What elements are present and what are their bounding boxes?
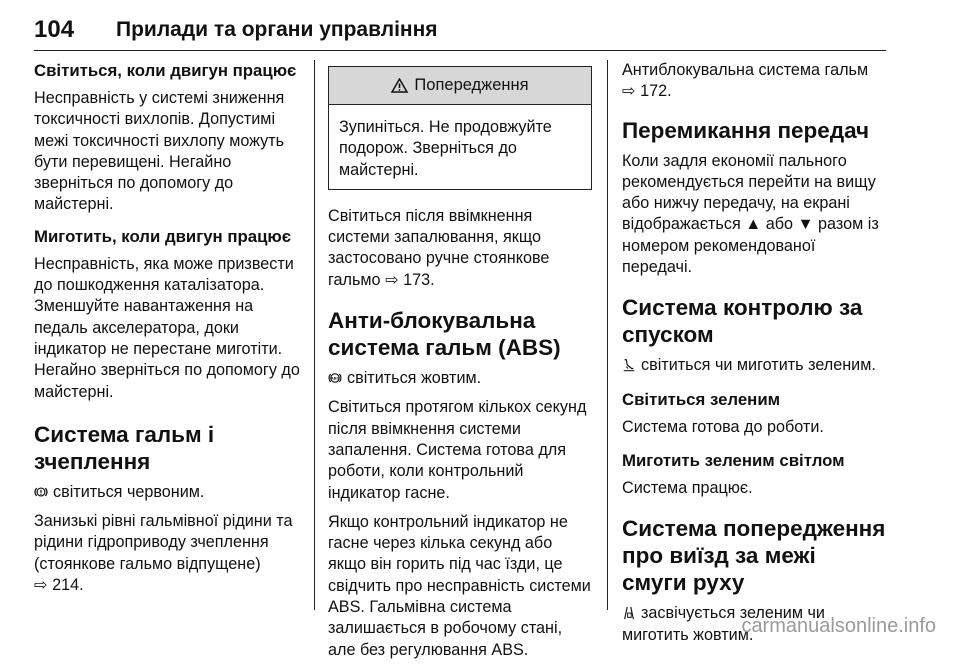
warning-box (328, 66, 592, 190)
warning-body (329, 105, 591, 189)
heading-abs: Анти-блокувальна система гальм (ABS) (328, 308, 561, 361)
paragraph: Коли задля економії пального рекомендується перейти на вищу або нижчу передачу, на екрані відображається ▲ або ▼ разом із номером рекомендованої передачі. (622, 151, 879, 277)
text: Занизькі рівні гальмівної рідини та рідини гідроприводу зчеплення (стоянкове гальмо відпущене) (34, 512, 293, 573)
page-reference-arrow-icon: ⇨ (622, 82, 636, 101)
heading-green-blink: Миготить зеленим світлом (622, 450, 845, 470)
paragraph: Світиться протягом кількох секунд після ввімкнення системи запалення. Система готова для роботи, коли контрольний індикатор гасне. (328, 398, 587, 502)
paragraph (328, 206, 592, 291)
brake-warning-icon (34, 485, 48, 499)
heading-green: Світиться зеленим (622, 389, 781, 409)
paragraph (34, 511, 302, 596)
page-reference-arrow-icon: ⇨ (385, 270, 399, 289)
paragraph: Несправність, яка може призвести до пошкодження каталізатора. Зменшуйте навантаження на педаль акселератора, доки індикатор не перестане миготіти. Негайно зверніться по допомогу до майстерні. (34, 254, 300, 401)
watermark: carmanualsonline.info (741, 615, 936, 637)
column-divider (607, 60, 608, 610)
paragraph: Несправність у системі зниження токсичності вихлопів. Допустимі межі токсичності вихлопу можуть бути перевищені. Негайно зверніться по допомогу до майстерні. (34, 89, 285, 214)
warning-header (329, 67, 591, 105)
text: Антиблокувальна система гальм (622, 61, 869, 79)
heading-descent-control: Система контролю за спуском (622, 295, 863, 348)
paragraph (328, 368, 592, 389)
heading-gear-shift: Перемикання передач (622, 117, 870, 143)
paragraph: Якщо контрольний індикатор не гасне через кілька секунд або якщо він горить під час їзди, це свідчить про несправність системи ABS. Гальмівна система залишається в робочому стані, але без регулювання ABS. (328, 512, 591, 659)
heading-brake-system: Система гальм і зчеплення (34, 421, 215, 474)
warning-title: Попередження (414, 76, 529, 94)
paragraph (622, 60, 886, 103)
paragraph (622, 355, 886, 376)
page-reference[interactable]: 172. (640, 82, 672, 101)
heading-lane-departure: Система попередження про виїзд за межі смуги руху (622, 516, 886, 596)
paragraph: Зупиніться. Не продовжуйте подорож. Зверніться до майстерні. (339, 118, 552, 179)
warning-triangle-icon (391, 78, 408, 93)
descent-control-icon (622, 358, 636, 372)
svg-text:ABS: ABS (330, 375, 340, 381)
column-1 (34, 60, 302, 604)
page-header (34, 0, 886, 51)
text: світиться червоним. (53, 482, 205, 501)
column-3 (622, 60, 886, 654)
page-number: 104 (34, 16, 75, 43)
paragraph (34, 482, 302, 503)
abs-icon (328, 371, 342, 385)
paragraph: Система працює. (622, 478, 753, 497)
page-title: Прилади та органи управління (116, 18, 438, 41)
page-reference[interactable]: 214. (52, 576, 84, 595)
column-divider (314, 60, 315, 610)
heading-exhaust-blink: Миготить, коли двигун працює (34, 226, 291, 246)
lane-departure-icon (622, 606, 636, 620)
text: світиться чи миготить зеленим. (641, 356, 876, 375)
heading-exhaust-on: Світиться, коли двигун працює (34, 61, 297, 80)
page-reference[interactable]: 173. (403, 270, 435, 289)
text: світиться жовтим. (347, 369, 482, 388)
text: засвічується зеленим чи миготить жовтим. (622, 604, 825, 644)
paragraph: Система готова до роботи. (622, 417, 824, 436)
text: Світиться після ввімкнення системи запалювання, якщо застосовано ручне стоянкове гальмо (328, 206, 550, 289)
column-2 (328, 60, 592, 669)
page-reference-arrow-icon: ⇨ (34, 576, 48, 595)
